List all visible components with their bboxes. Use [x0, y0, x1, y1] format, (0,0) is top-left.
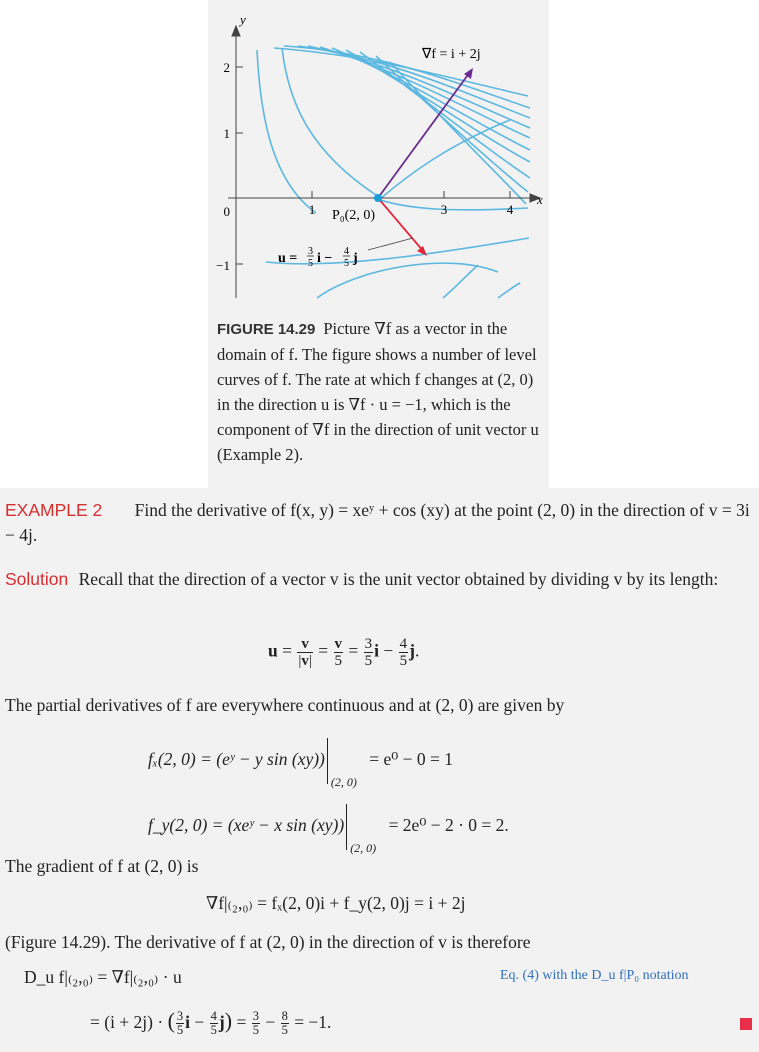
caption-label: FIGURE 14.29 [217, 321, 316, 338]
leader-line [368, 238, 413, 250]
derivative-lhs: D_u f|₍₂,₀₎ = ∇f|₍₂,₀₎ · u [24, 967, 182, 987]
example-problem: Find the derivative of f(x, y) = xeʸ + cos (xy) at the point (2, 0) in the direction of v = 3i − 4j. [5, 500, 750, 545]
gradient-label: ∇f = i + 2j [422, 47, 481, 62]
example-heading: EXAMPLE 2 [5, 500, 103, 520]
unit-vector-equation: u = $\frac{v}{|v|}$ = $\frac{v}{5}$ = $\frac{3}{5}$ i − $\frac{4}{5}$ j. [268, 636, 420, 669]
svg-text:5: 5 [308, 258, 313, 269]
y-tick-label: 1 [223, 126, 230, 141]
deriv-rhs-start: = (i + 2j) · [90, 1012, 164, 1032]
level-curves-plot [208, 0, 549, 316]
solution-heading: Solution [5, 569, 69, 589]
side-note: Eq. (4) with the D_u f|P₀ notation [500, 968, 689, 983]
svg-text:3: 3 [308, 246, 313, 257]
solution-intro [5, 567, 757, 592]
deriv-result: = −1. [294, 1012, 332, 1032]
level-curves [257, 46, 530, 298]
svg-text:j: j [353, 251, 358, 266]
fy-lhs: f_y(2, 0) = (xeʸ − x sin (xy)) [148, 815, 345, 836]
svg-text:i −: i − [317, 251, 333, 266]
x-tick-label: 1 [308, 202, 316, 217]
fx-equation [148, 738, 454, 789]
fx-lhs: fₓ(2, 0) = (eʸ − y sin (xy)) [148, 749, 325, 770]
svg-text:4: 4 [344, 246, 349, 257]
fy-equation [148, 804, 509, 855]
figure-panel [208, 0, 549, 488]
fx-rhs: = e⁰ − 0 = 1 [369, 749, 454, 770]
partials-intro: The partial derivatives of f are everywhere continuous and at (2, 0) are given by [5, 695, 565, 715]
solution-intro-text: Recall that the direction of a vector v is the unit vector obtained by dividing v by its length: [78, 569, 719, 589]
figure-caption [217, 316, 545, 467]
caption-text: Picture ∇f as a vector in the domain of f. The figure shows a number of level curves of f. The rate at which f changes at (2, 0) in the direction u is ∇f · u = −1, which is the component of ∇f in the direction of unit vector u (Example 2). [217, 319, 539, 464]
conclusion-text: (Figure 14.29). The derivative of f at (2, 0) in the direction of v is therefore [5, 932, 531, 952]
unit-vector-label: u = [278, 251, 298, 266]
fy-rhs: = 2e⁰ − 2 · 0 = 2. [388, 815, 509, 836]
y-tick-label: 2 [223, 60, 230, 75]
point-p0 [374, 194, 382, 202]
unit-vector [378, 198, 427, 256]
y-tick-label: −1 [216, 258, 230, 273]
derivative-rhs: = (i + 2j) · ( $\frac{3}{5}$ i − $\frac{4}{5}$ j) = $\frac{3}{5}$ − $\frac{8}{5}$ = −1. [90, 1008, 332, 1038]
x-tick-label: 4 [506, 202, 514, 217]
y-axis-label: y [240, 12, 246, 27]
eval-bar: (2, 0) [327, 738, 328, 784]
svg-text:5: 5 [344, 258, 349, 269]
gradient-intro: The gradient of f at (2, 0) is [5, 856, 199, 876]
eval-bar: (2, 0) [346, 804, 347, 850]
x-tick-label: 3 [440, 202, 448, 217]
end-of-example-marker [740, 1018, 752, 1030]
point-label: P₀(2, 0) [332, 208, 375, 223]
example-statement [5, 498, 757, 548]
x-axis-label: x [537, 192, 543, 207]
y-tick-label: 0 [223, 204, 230, 219]
gradient-equation: ∇f|₍₂,₀₎ = fₓ(2, 0)i + f_y(2, 0)j = i + 2j [206, 893, 466, 913]
unit-vector-formula [307, 246, 358, 269]
